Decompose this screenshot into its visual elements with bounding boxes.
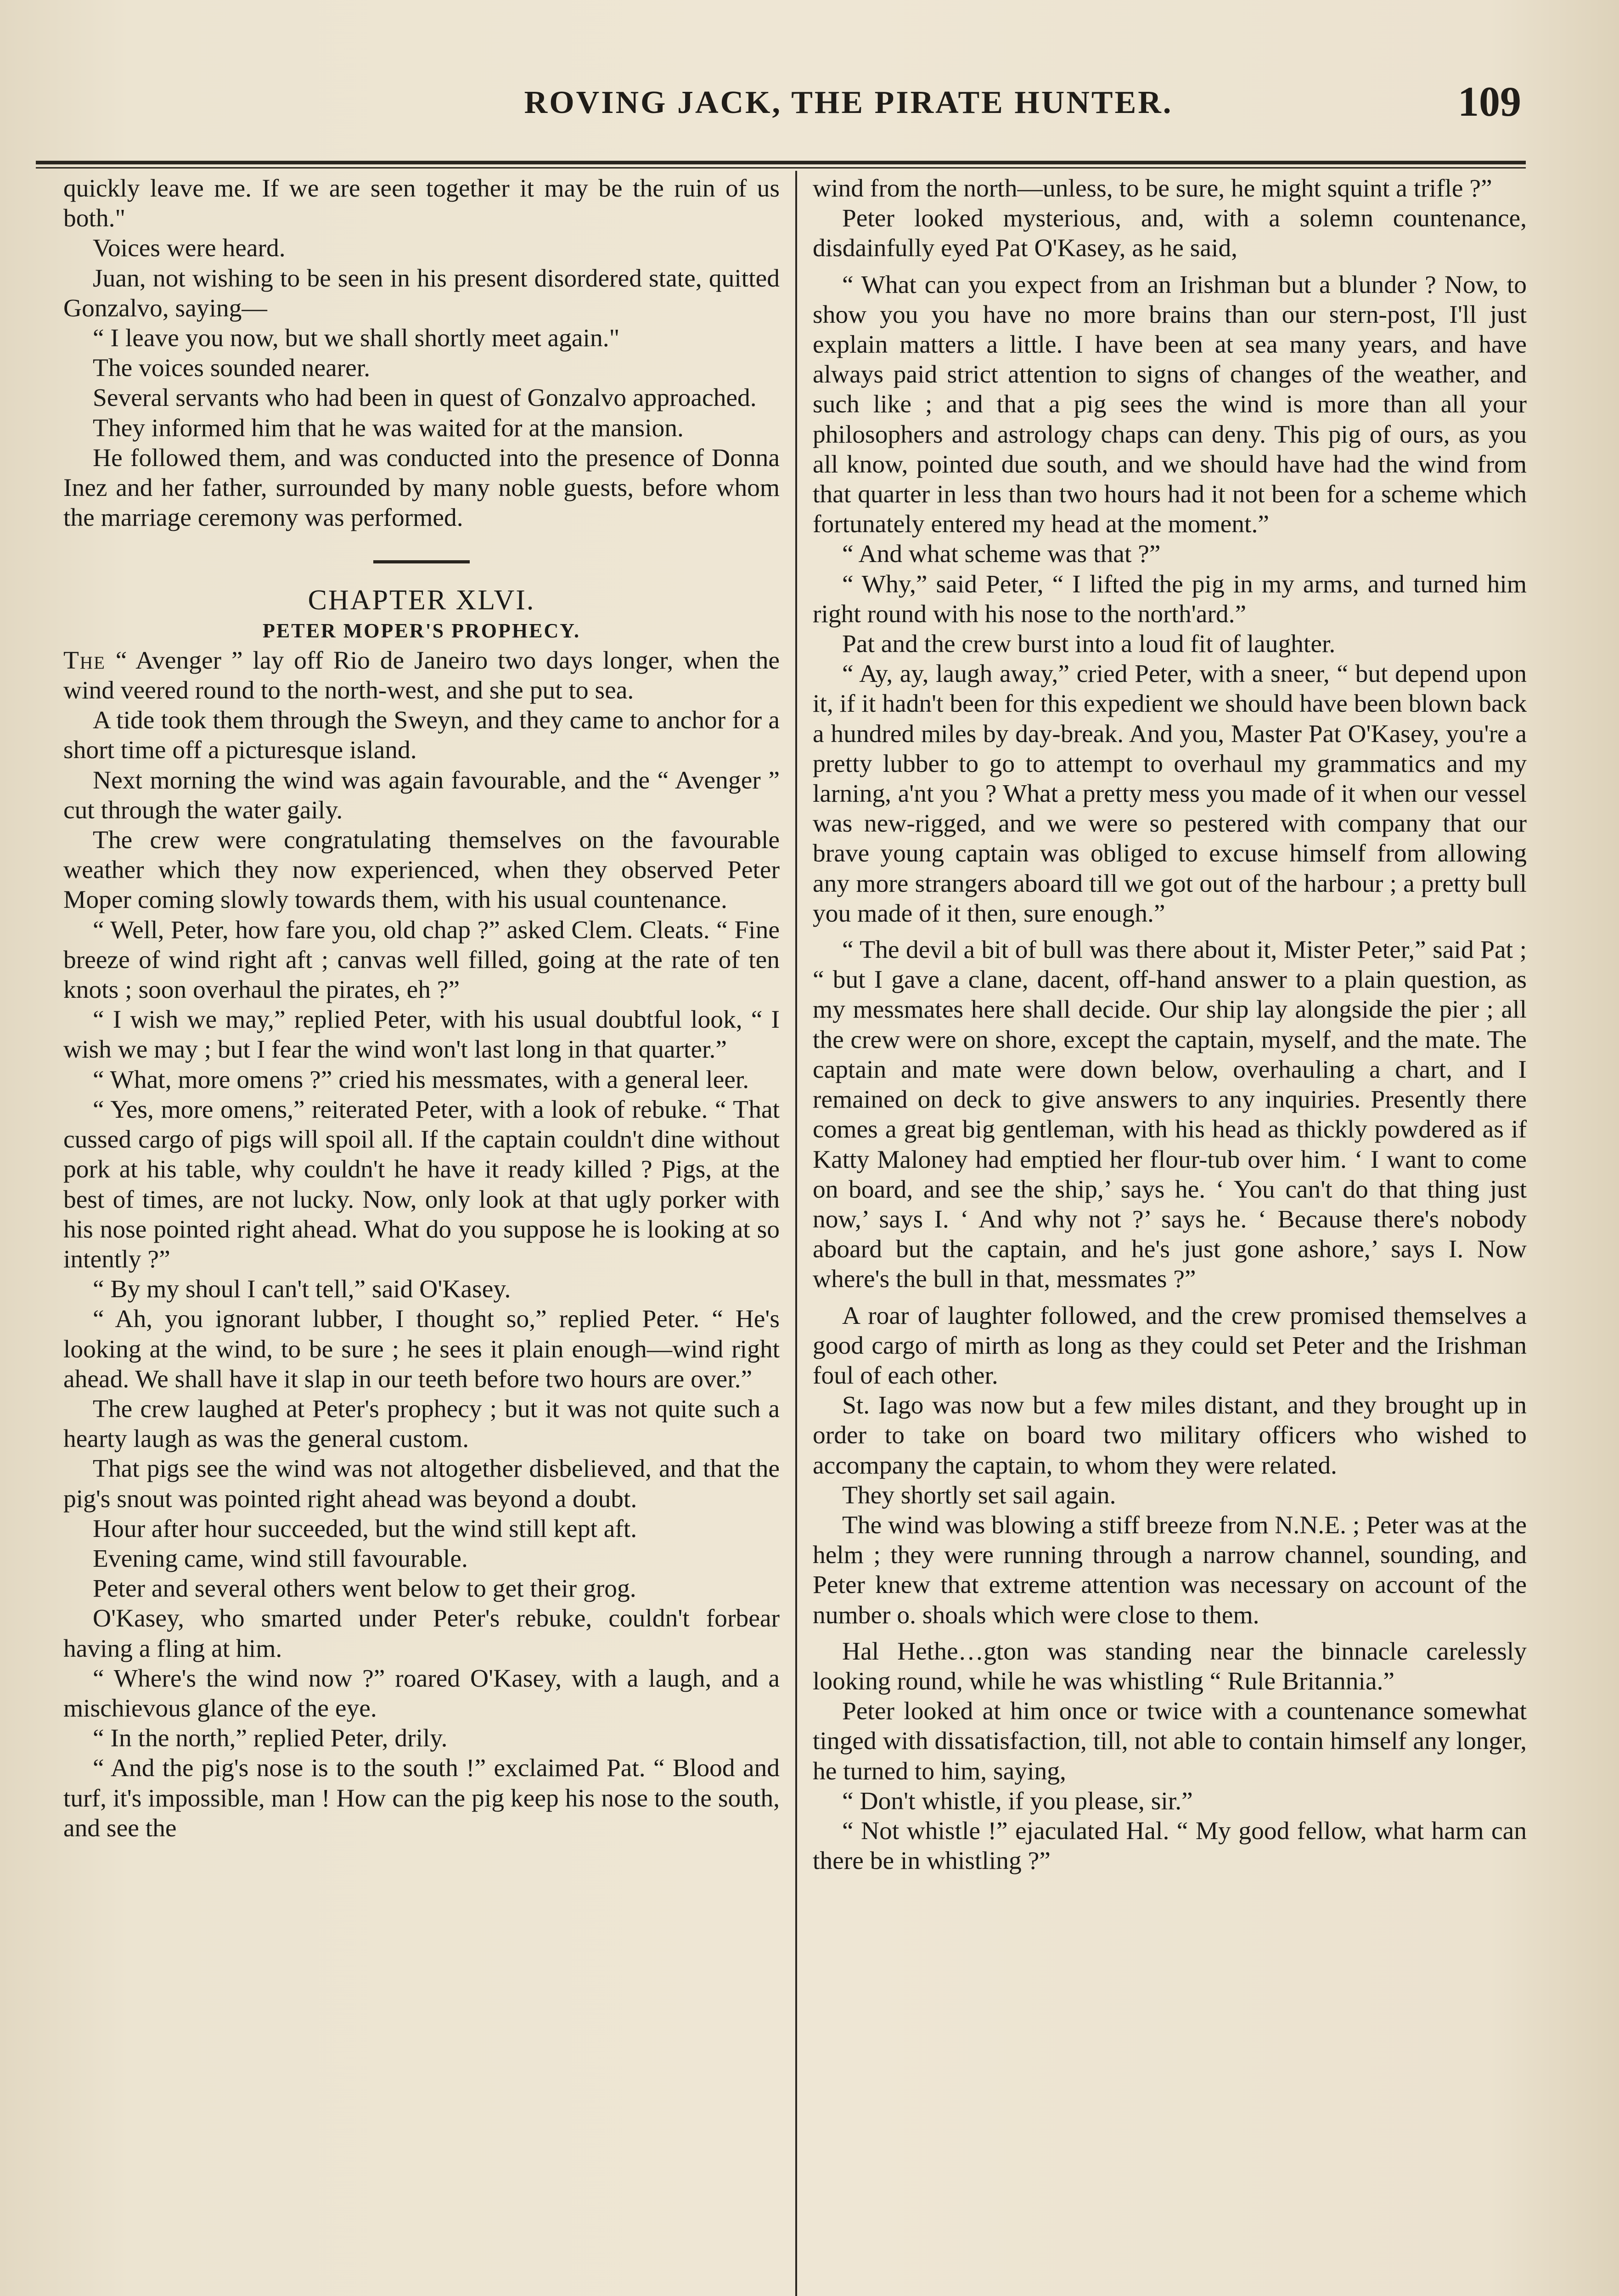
paragraph: St. Iago was now but a few miles distant, and they brought up in order to take on board two military officers who wished to accompany the captain, to whom they were related. [813, 1391, 1527, 1480]
paragraph: He followed them, and was conducted into the presence of Donna Inez and her father, surrounded by many noble guests, before whom the marriage ceremony was performed. [63, 444, 780, 532]
paragraph: A tide took them through the Sweyn, and they came to anchor for a short time off a picturesque island. [63, 706, 780, 765]
running-title: ROVING JACK, THE PIRATE HUNTER. [524, 85, 1173, 120]
header-rule [36, 161, 1526, 164]
paragraph: “ And the pig's nose is to the south !” exclaimed Pat. “ Blood and turf, it's impossible, man ! How can the pig keep his nose to the south, and see the [63, 1754, 780, 1842]
section-divider [373, 560, 470, 563]
paragraph: O'Kasey, who smarted under Peter's rebuke, couldn't forbear having a fling at him. [63, 1604, 780, 1663]
opening-word: The [63, 646, 106, 675]
paragraph: Pat and the crew burst into a loud fit of laughter. [842, 630, 1336, 658]
paragraph: Hal Hethe…gton was standing near the binnacle carelessly looking round, while he was whistling “ Rule Britannia.” [813, 1637, 1527, 1695]
paragraph: The voices sounded nearer. [93, 354, 371, 383]
paragraph: “ The devil a bit of bull was there about it, Mister Peter,” said Pat ; “ but I gave a clane, dacent, off-hand answer to a plain question, as my messmates here shall decide. Our ship lay alongside the pier ; all the crew were on shore, except the captain, myself, and the mate. The captain and mate were down below, overhauling a chart, and I remained on deck to give answers to any inquiries. Presently there comes a great big gentleman, with his head as thickly powdered as if Katty Maloney had emptied her flour-tub over him. ‘ I want to come on board, and see the ship,’ says he. ‘ You can't do that thing just now,’ says I. ‘ And why not ?’ says he. ‘ Because there's nobody aboard but the captain, and he's just gone ashore,’ says I. Now where's the bull in that, messmates ?” [813, 936, 1527, 1294]
column-divider [795, 171, 797, 2296]
chapter-subtitle: PETER MOPER'S PROPHECY. [263, 619, 580, 642]
header-rule-thin [36, 167, 1526, 169]
paragraph: “ I wish we may,” replied Peter, with his usual doubtful look, “ I wish we may ; but I fear the wind won't last long in that quarter.” [63, 1006, 780, 1064]
page-number: 109 [1458, 78, 1521, 125]
paragraph: quickly leave me. If we are seen together it may be the ruin of us both." [63, 174, 780, 233]
paragraph: “ Ay, ay, laugh away,” cried Peter, with a sneer, “ but depend upon it, if it hadn't been for this expedient we should have been blown back a hundred miles by day-break. And you, Master Pat O'Kasey, you're a pretty lubber to go to attempt to overhaul my grammatics and my larning, a'nt you ? What a pretty mess you made of it when our vessel was new-rigged, and we were so pestered with company that our brave young captain was obliged to excuse himself from allowing any more strangers aboard till we got out of the harbour ; a pretty bull you made of it then, sure enough.” [813, 660, 1527, 928]
paragraph: “ I leave you now, but we shall shortly meet again." [93, 324, 620, 353]
paragraph: “ Don't whistle, if you please, sir.” [842, 1787, 1193, 1815]
chapter-opening-paragraph [63, 646, 780, 705]
paragraph: A roar of laughter followed, and the crew promised themselves a good cargo of mirth as long as they could set Peter and the Irishman foul of each other. [813, 1301, 1527, 1390]
paragraph: Evening came, wind still favourable. [93, 1544, 468, 1573]
paragraph: Several servants who had been in quest of Gonzalvo approached. [93, 384, 757, 412]
paragraph: They shortly set sail again. [842, 1481, 1116, 1509]
paragraph: Hour after hour succeeded, but the wind still kept aft. [93, 1514, 637, 1543]
paragraph: The crew laughed at Peter's prophecy ; but it was not quite such a hearty laugh as was the general custom. [63, 1395, 780, 1453]
paragraph: “ What can you expect from an Irishman but a blunder ? Now, to show you you have no more brains than our stern-post, I'll just explain matters a little. I have been at sea many years, and have always paid strict attention to signs of changes of the weather, and such like ; and that a pig sees the wind is more than all your philosophers and astrology chaps can deny. This pig of ours, as you all know, pointed due south, and we should have had the wind from that quarter in less than two hours had it not been for a scheme which fortunately entered my head at the moment.” [813, 270, 1527, 539]
paragraph: They informed him that he was waited for at the mansion. [93, 414, 684, 442]
left-column [63, 174, 780, 2296]
paragraph: Voices were heard. [93, 234, 286, 263]
paragraph: “ What, more omens ?” cried his messmates, with a general leer. [93, 1065, 749, 1094]
paragraph: The crew were congratulating themselves on the favourable weather which they now experienced, when they observed Peter Moper coming slowly towards them, with his usual countenance. [63, 826, 780, 914]
running-header [36, 44, 1526, 163]
paragraph: “ Why,” said Peter, “ I lifted the pig in my arms, and turned him right round with his nose to the north'ard.” [813, 570, 1527, 628]
paragraph: “ Not whistle !” ejaculated Hal. “ My good fellow, what harm can there be in whistling ?” [813, 1817, 1527, 1875]
paragraph: The wind was blowing a stiff breeze from N.N.E. ; Peter was at the helm ; they were running through a narrow channel, sounding, and Peter knew that extreme attention was necessary on account of the number o. shoals which were close to them. [813, 1511, 1527, 1629]
paragraph: Peter and several others went below to get their grog. [93, 1575, 636, 1603]
paragraph: “ And what scheme was that ?” [842, 540, 1161, 568]
opening-rest: “ Avenger ” lay off Rio de Janeiro two days longer, when the wind veered round to the north-west, and she put to sea. [63, 646, 780, 705]
paragraph: “ Ah, you ignorant lubber, I thought so,” replied Peter. “ He's looking at the wind, to be sure ; he sees it plain enough—wind right ahead. We shall have it slap in our teeth before two hours are over.” [63, 1305, 780, 1393]
paragraph: “ Yes, more omens,” reiterated Peter, with a look of rebuke. “ That cussed cargo of pigs will spoil all. If the captain couldn't dine without pork at his table, why couldn't he have it ready killed ? Pigs, at the best of times, are not lucky. Now, only look at that ugly porker with his nose pointed right ahead. What do you suppose he is looking at so intently ?” [63, 1095, 780, 1273]
paragraph: Peter looked mysterious, and, with a solemn countenance, disdainfully eyed Pat O'Kasey, as he said, [813, 204, 1527, 263]
paragraph: Juan, not wishing to be seen in his present disordered state, quitted Gonzalvo, saying— [63, 264, 780, 322]
chapter-title: CHAPTER XLVI. [308, 585, 535, 616]
paragraph: “ Where's the wind now ?” roared O'Kasey, with a laugh, and a mischievous glance of the eye. [63, 1664, 780, 1722]
paragraph: “ By my shoul I can't tell,” said O'Kasey. [93, 1275, 511, 1304]
right-column [813, 174, 1527, 2296]
paragraph: That pigs see the wind was not altogether disbelieved, and that the pig's snout was pointed right ahead was beyond a doubt. [63, 1455, 780, 1513]
paragraph: Next morning the wind was again favourable, and the “ Avenger ” cut through the water gaily. [63, 766, 780, 824]
paragraph: Peter looked at him once or twice with a countenance somewhat tinged with dissatisfaction, till, not able to contain himself any longer, he turned to him, saying, [813, 1697, 1527, 1785]
paragraph: wind from the north—unless, to be sure, he might squint a trifle ?” [813, 174, 1492, 203]
paragraph: “ Well, Peter, how fare you, old chap ?” asked Clem. Cleats. “ Fine breeze of wind right aft ; canvas well filled, going at the rate of ten knots ; soon overhaul the pirates, eh ?” [63, 916, 780, 1004]
paragraph: “ In the north,” replied Peter, drily. [93, 1724, 448, 1753]
